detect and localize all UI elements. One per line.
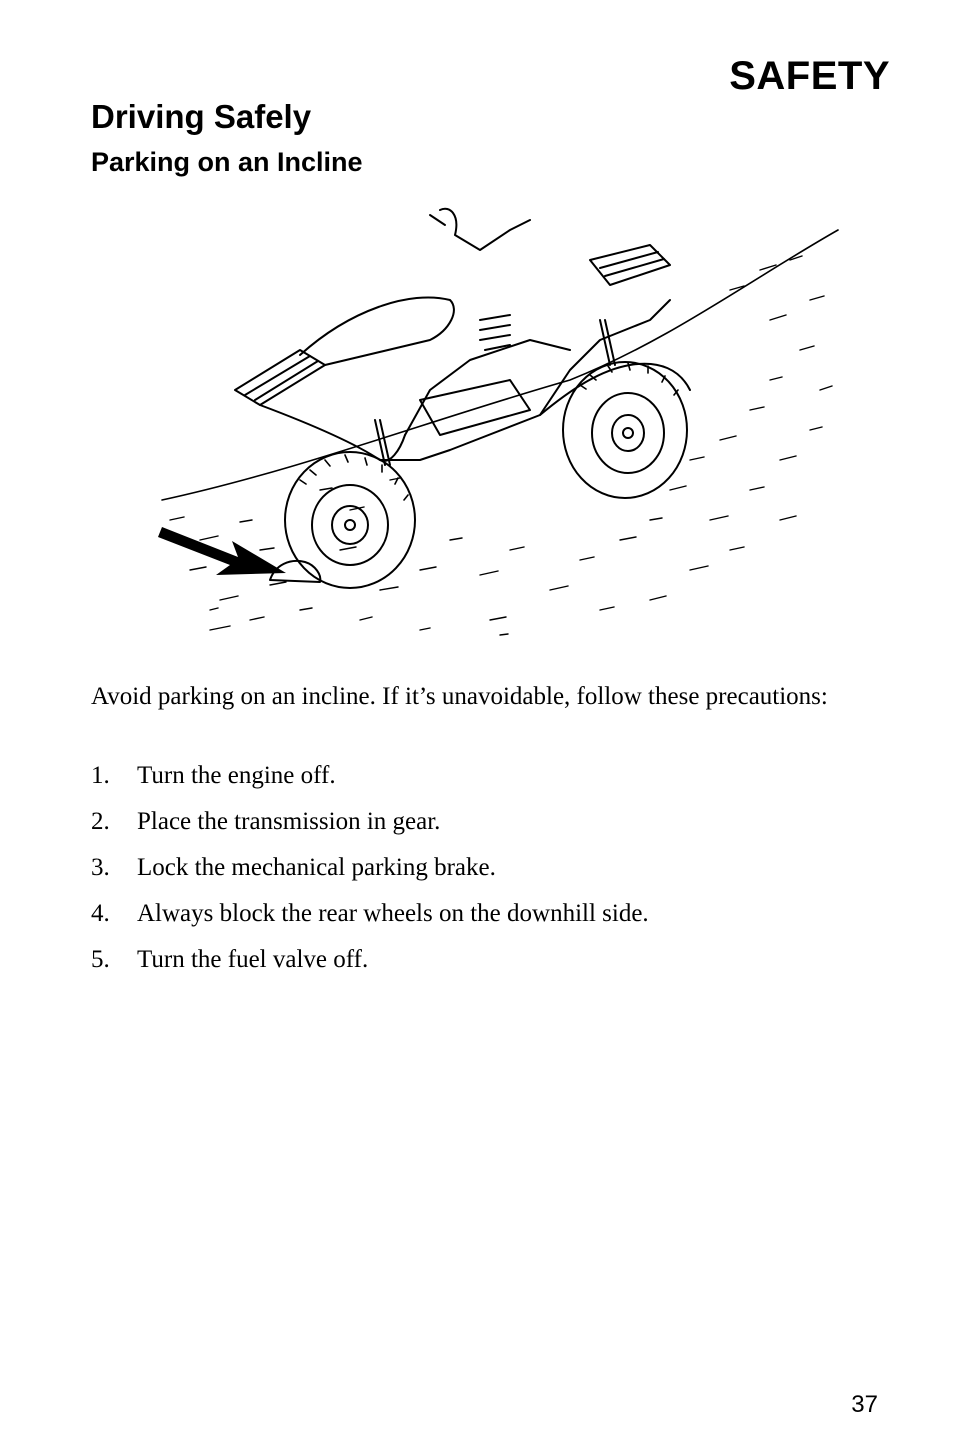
list-item-number: 4. [91,900,110,927]
precautions-list [91,760,851,990]
page-number: 37 [851,1391,878,1418]
list-item [91,852,851,898]
section-title: SAFETY [729,54,890,98]
list-item-text: Always block the rear wheels on the downhill side. [137,900,649,927]
page-subheading: Parking on an Incline [91,147,363,177]
list-item [91,898,851,944]
list-item-number: 5. [91,946,110,973]
list-item-number: 1. [91,762,110,789]
arrow-icon [158,515,298,585]
list-item-number: 3. [91,854,110,881]
front-wheel [563,362,687,498]
list-item-text: Place the transmission in gear. [137,808,441,835]
list-item-text: Turn the fuel valve off. [137,946,369,973]
rear-wheel [285,452,415,588]
atv-body [235,209,690,465]
list-item [91,806,851,852]
list-item [91,760,851,806]
list-item-text: Lock the mechanical parking brake. [137,854,496,881]
list-item-text: Turn the engine off. [137,762,336,789]
intro-paragraph: Avoid parking on an incline. If it’s unavoidable, follow these precautions: [91,683,828,710]
atv-incline-illustration [150,190,850,650]
list-item-number: 2. [91,808,110,835]
list-item [91,944,851,990]
page-heading: Driving Safely [91,98,312,135]
